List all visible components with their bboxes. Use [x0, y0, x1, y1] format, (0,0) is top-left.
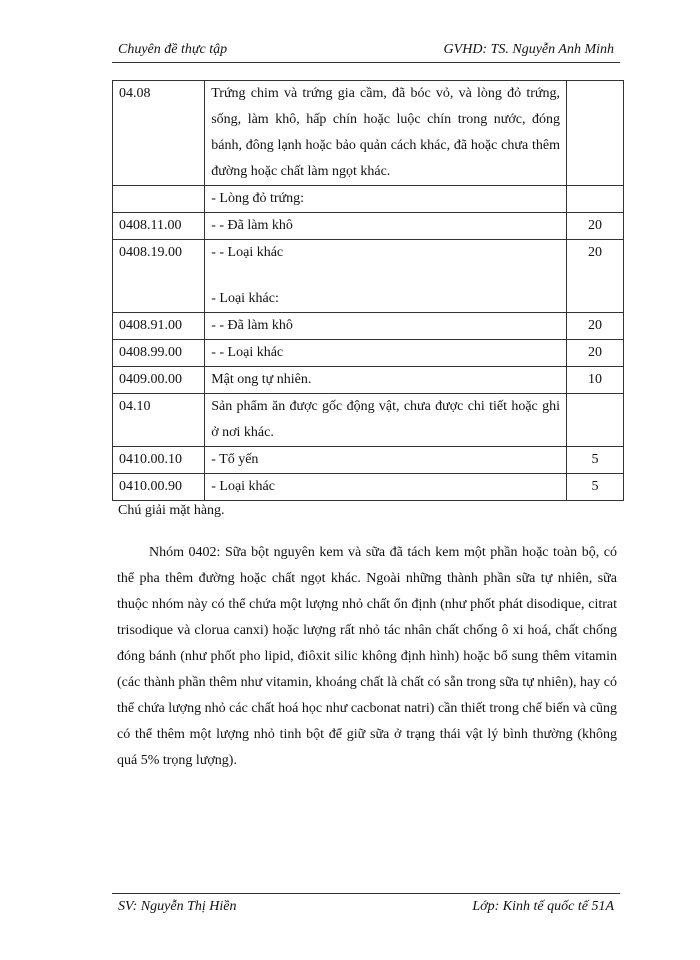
description-cell	[205, 367, 567, 394]
description-text: - - Đã làm khô	[211, 318, 293, 333]
tax-rate-cell	[566, 81, 623, 186]
description-cell	[205, 474, 567, 501]
table-row	[113, 394, 624, 447]
description-cell	[205, 394, 567, 447]
tax-rate-cell	[566, 186, 623, 213]
hs-code-cell: 04.10	[113, 394, 205, 447]
tax-rate-cell: 10	[566, 367, 623, 394]
tariff-table	[112, 80, 624, 501]
tax-rate-cell: 20	[566, 340, 623, 367]
header-topic: Chuyên đề thực tập	[118, 42, 228, 57]
tax-rate-cell: 5	[566, 447, 623, 474]
header-supervisor: GVHD: TS. Nguyễn Anh Minh	[443, 42, 614, 57]
description-cell	[205, 313, 567, 340]
page-header	[112, 40, 620, 63]
body-paragraph: Nhóm 0402: Sữa bột nguyên kem và sữa đã tách kem một phần hoặc toàn bộ, có thể pha thêm đường hoặc chất ngọt khác. Ngoài những thành phần sữa tự nhiên, sữa thuộc nhóm này có thể chứa một lượng nhỏ chất ổn định (như phốt phát disodique, citrat trisodique và clorua canxi) hoặc lượng rất nhỏ tác nhân chất chống ô xi hoá, chất chống đóng bánh (như phốt pho lipid, điôxit silic không định hình) hoặc bổ sung thêm vitamin (các thành phần thêm như vitamin, khoáng chất là chất có sẵn trong sữa tự nhiên), hay có thể chứa lượng nhỏ các chất hoá học như cacbonat natri) cần thiết trong chế biến và cũng có thể thêm một lượng nhỏ tinh bột để giữ sữa ở trạng thái vật lý bình thường (không quá 5% trọng lượng).	[117, 545, 617, 768]
description-cell	[205, 213, 567, 240]
description-text: - Tổ yến	[211, 452, 259, 467]
description-text: Mật ong tự nhiên.	[211, 372, 312, 387]
table-row	[113, 367, 624, 394]
description-cell	[205, 186, 567, 213]
hs-code-cell: 0408.11.00	[113, 213, 205, 240]
section-heading: Chú giải mặt hàng.	[118, 503, 225, 518]
hs-code-cell: 0409.00.00	[113, 367, 205, 394]
table-row	[113, 213, 624, 240]
table-row	[113, 474, 624, 501]
hs-code-cell: 0408.19.00	[113, 240, 205, 313]
description-text: - - Loại khác	[211, 345, 284, 360]
hs-code-cell: 0410.00.90	[113, 474, 205, 501]
tax-rate-cell: 20	[566, 313, 623, 340]
description-text: - - Loại khác	[211, 245, 284, 260]
table-row	[113, 186, 624, 213]
tax-rate-cell: 5	[566, 474, 623, 501]
description-text: - - Đã làm khô	[211, 218, 293, 233]
table-row	[113, 447, 624, 474]
hs-code-cell: 0408.99.00	[113, 340, 205, 367]
blank-line	[211, 266, 560, 286]
description-text: - Loại khác:	[211, 291, 279, 306]
tax-rate-cell: 20	[566, 213, 623, 240]
description-text: - Lòng đỏ trứng:	[211, 191, 304, 206]
tax-rate-cell: 20	[566, 240, 623, 313]
description-cell	[205, 340, 567, 367]
hs-code-cell: 0410.00.10	[113, 447, 205, 474]
footer-class: Lớp: Kinh tế quốc tế 51A	[472, 899, 614, 914]
hs-code-cell	[113, 186, 205, 213]
hs-code-cell: 0408.91.00	[113, 313, 205, 340]
table-row	[113, 81, 624, 186]
tax-rate-cell	[566, 394, 623, 447]
description-cell	[205, 447, 567, 474]
description-cell	[205, 240, 567, 313]
page-footer	[112, 893, 620, 918]
table-row	[113, 340, 624, 367]
table-row	[113, 313, 624, 340]
description-text: Sản phẩm ăn được gốc động vật, chưa được chi tiết hoặc ghi ở nơi khác.	[211, 399, 560, 440]
table-row	[113, 240, 624, 313]
hs-code-cell: 04.08	[113, 81, 205, 186]
description-cell	[205, 81, 567, 186]
description-text: Trứng chim và trứng gia cầm, đã bóc vỏ, và lòng đỏ trứng, sống, làm khô, hấp chín hoặc luộc chín trong nước, đóng bánh, đông lạnh hoặc bảo quản cách khác, đã hoặc chưa thêm đường hoặc chất làm ngọt khác.	[211, 86, 560, 179]
footer-student: SV: Nguyễn Thị Hiền	[118, 899, 237, 914]
description-text: - Loại khác	[211, 479, 275, 494]
